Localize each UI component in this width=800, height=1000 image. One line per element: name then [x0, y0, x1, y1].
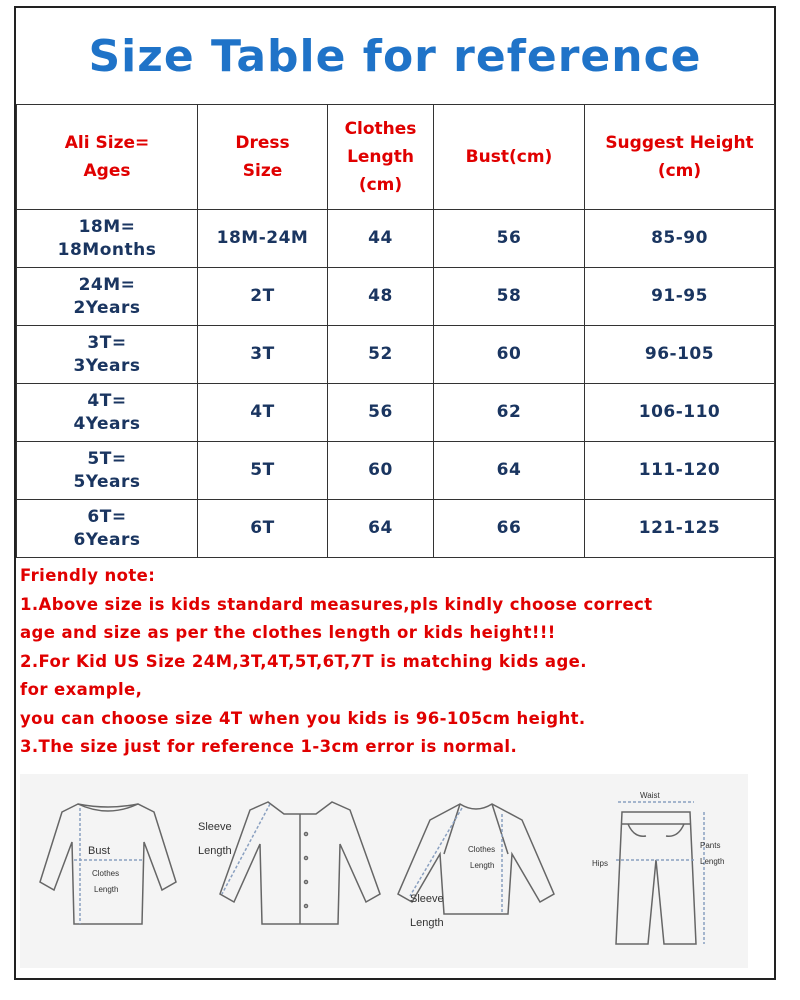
cell-clothes-length: 52 — [328, 326, 434, 384]
tshirt-diagram — [40, 804, 176, 924]
header-suggest-height — [585, 105, 775, 210]
header-clothes-length-line: Clothes Length (cm) — [344, 119, 417, 195]
shirt-length-label: Length — [198, 845, 232, 857]
note-line: for example, — [20, 680, 143, 699]
sweatshirt-clothes-label: Clothes — [468, 845, 496, 854]
cell-height: 121-125 — [585, 500, 775, 558]
cell-height: 91-95 — [585, 268, 775, 326]
sweatshirt-sleeve-label: Sleeve — [410, 893, 444, 905]
size-chart-frame — [14, 6, 776, 980]
cell-clothes-length: 48 — [328, 268, 434, 326]
measurement-diagrams — [20, 774, 748, 968]
table-row — [17, 326, 775, 384]
header-ali-size — [17, 105, 198, 210]
header-dress-size — [198, 105, 328, 210]
cell-clothes-length: 56 — [328, 384, 434, 442]
size-table — [16, 104, 775, 558]
cell-bust: 64 — [434, 442, 585, 500]
cell-dress-size: 2T — [198, 268, 328, 326]
cell-dress-size: 5T — [198, 442, 328, 500]
cell-bust: 66 — [434, 500, 585, 558]
cell-height: 106-110 — [585, 384, 775, 442]
sweatshirt-length-label-2: Length — [410, 917, 444, 929]
cell-bust: 56 — [434, 210, 585, 268]
tshirt-length-label: Length — [94, 885, 119, 894]
button-shirt-diagram — [220, 802, 380, 924]
cell-ali-size: 4T= 4Years — [17, 384, 198, 442]
note-line: you can choose size 4T when you kids is 96-105cm height. — [20, 708, 586, 728]
cell-height: 85-90 — [585, 210, 775, 268]
cell-bust: 58 — [434, 268, 585, 326]
table-row — [17, 442, 775, 500]
page-title: Size Table for reference — [88, 30, 702, 82]
note-line: age and size as per the clothes length or kids height!!! — [20, 623, 556, 642]
pants-length-label: Length — [700, 857, 725, 866]
sweatshirt-length-label: Length — [470, 861, 495, 870]
pants-pants-label: Pants — [700, 841, 721, 850]
header-bust — [434, 105, 585, 210]
note-line: 1.Above size is kids standard measures,pls kindly choose correct — [20, 594, 653, 614]
note-line: 3.The size just for reference 1-3cm error is normal. — [20, 737, 518, 756]
table-row — [17, 384, 775, 442]
cell-ali-size: 6T= 6Years — [17, 500, 198, 558]
cell-clothes-length: 64 — [328, 500, 434, 558]
cell-ali-size: 5T= 5Years — [17, 442, 198, 500]
table-header-row — [17, 105, 775, 210]
cell-dress-size: 3T — [198, 326, 328, 384]
cell-ali-size: 24M= 2Years — [17, 268, 198, 326]
table-row — [17, 210, 775, 268]
friendly-notes — [20, 562, 772, 762]
cell-dress-size: 18M-24M — [198, 210, 328, 268]
note-line: 2.For Kid US Size 24M,3T,4T,5T,6T,7T is matching kids age. — [20, 651, 587, 671]
header-suggest-height-line: Suggest Height (cm) — [605, 133, 754, 181]
table-row — [17, 268, 775, 326]
pants-hips-label: Hips — [592, 859, 609, 868]
notes-heading: Friendly note: — [20, 566, 156, 585]
pants-diagram — [616, 802, 704, 944]
header-clothes-length — [328, 105, 434, 210]
cell-bust: 62 — [434, 384, 585, 442]
cell-clothes-length: 60 — [328, 442, 434, 500]
header-ali-size-line: Ali Size= Ages — [64, 133, 150, 181]
cell-ali-size: 3T= 3Years — [17, 326, 198, 384]
measurement-diagrams-svg — [20, 774, 748, 968]
tshirt-clothes-label: Clothes — [92, 869, 120, 878]
cell-height: 96-105 — [585, 326, 775, 384]
cell-height: 111-120 — [585, 442, 775, 500]
cell-dress-size: 4T — [198, 384, 328, 442]
cell-dress-size: 6T — [198, 500, 328, 558]
cell-clothes-length: 44 — [328, 210, 434, 268]
cell-ali-size: 18M= 18Months — [17, 210, 198, 268]
pants-waist-label: Waist — [640, 791, 660, 800]
header-bust-line: Bust(cm) — [465, 147, 553, 167]
cell-bust: 60 — [434, 326, 585, 384]
tshirt-bust-label: Bust — [88, 845, 111, 857]
shirt-sleeve-label: Sleeve — [198, 821, 232, 833]
header-dress-size-line: Dress Size — [235, 133, 290, 181]
table-row — [17, 500, 775, 558]
